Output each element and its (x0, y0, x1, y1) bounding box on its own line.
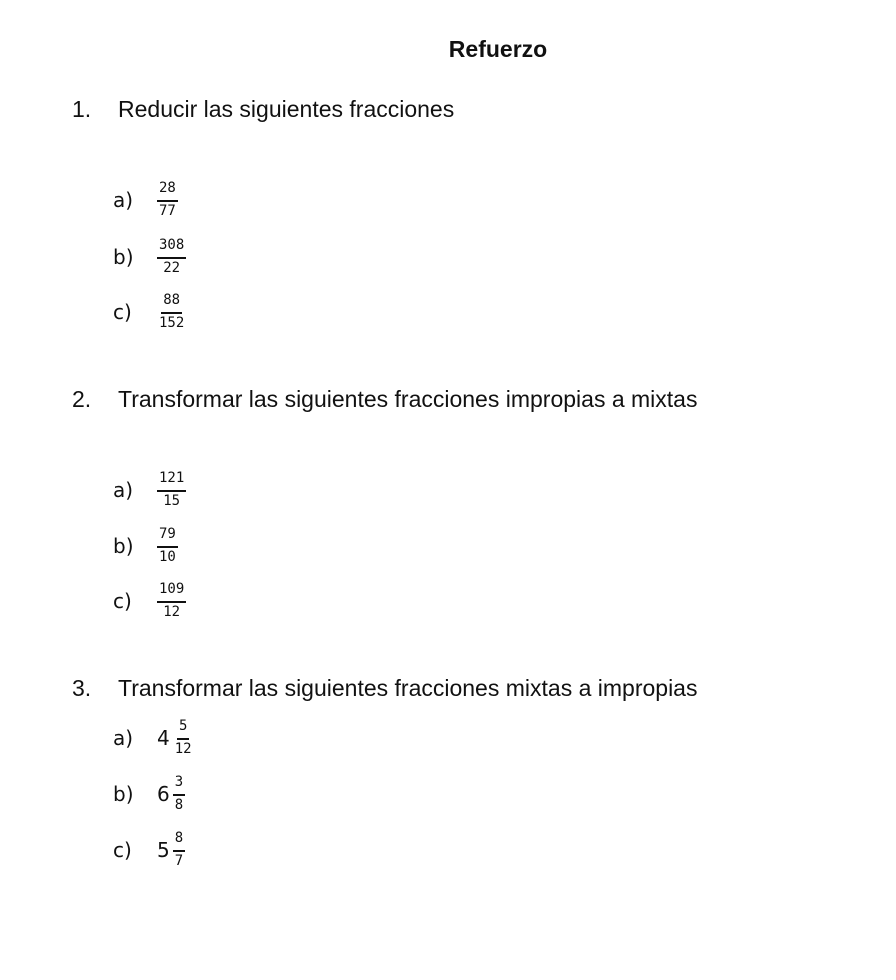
denominator: 22 (163, 259, 181, 276)
exercise-2a (113, 462, 186, 518)
item-label: c) (113, 838, 132, 862)
section-number: 1. (72, 96, 92, 122)
section-heading-text: Reducir las siguientes fracciones (118, 96, 455, 122)
numerator: 8 (173, 831, 185, 851)
section-3-heading (72, 675, 697, 702)
exercise-3a (113, 710, 194, 766)
fraction (173, 775, 185, 813)
numerator: 109 (157, 582, 186, 602)
fraction (173, 719, 194, 757)
exercise-2b (113, 518, 178, 574)
denominator: 7 (174, 852, 184, 869)
whole-part: 4 (157, 726, 170, 750)
fraction (157, 181, 178, 219)
exercise-1b (113, 229, 186, 285)
item-label: a) (113, 188, 134, 212)
item-label: c) (113, 300, 132, 324)
numerator: 121 (157, 471, 186, 491)
numerator: 3 (173, 775, 185, 795)
section-2-heading (72, 386, 697, 413)
item-label: a) (113, 478, 134, 502)
item-label: b) (113, 534, 134, 558)
section-number: 3. (72, 675, 92, 701)
exercise-3b (113, 766, 185, 822)
exercise-1c (113, 284, 186, 340)
denominator: 12 (163, 603, 181, 620)
section-1-heading (72, 96, 454, 123)
numerator: 5 (177, 719, 189, 739)
exercise-3c (113, 822, 185, 878)
fraction (157, 471, 186, 509)
item-label: a) (113, 726, 134, 750)
section-number: 2. (72, 386, 92, 412)
fraction (157, 293, 186, 331)
numerator: 308 (157, 238, 186, 258)
numerator: 79 (157, 527, 178, 547)
mixed-number (157, 775, 185, 813)
item-label: b) (113, 782, 134, 806)
denominator: 77 (159, 202, 176, 219)
item-label: b) (113, 245, 134, 269)
numerator: 28 (157, 181, 178, 201)
mixed-number (157, 831, 185, 869)
item-label: c) (113, 589, 132, 613)
denominator: 8 (174, 796, 184, 813)
fraction (157, 527, 178, 565)
page-title: Refuerzo (448, 36, 548, 62)
whole-part: 6 (157, 782, 170, 806)
numerator: 88 (161, 293, 182, 313)
section-heading-text: Transformar las siguientes fracciones impropias a mixtas (118, 386, 698, 412)
denominator: 10 (159, 548, 176, 565)
fraction (157, 238, 186, 276)
denominator: 15 (163, 492, 181, 509)
exercise-2c (113, 573, 186, 629)
whole-part: 5 (157, 838, 170, 862)
fraction (173, 831, 185, 869)
section-heading-text: Transformar las siguientes fracciones mixtas a impropias (118, 675, 698, 701)
exercise-1a (113, 172, 178, 228)
mixed-number (157, 719, 194, 757)
denominator: 152 (159, 314, 185, 331)
fraction (157, 582, 186, 620)
denominator: 12 (174, 740, 192, 757)
